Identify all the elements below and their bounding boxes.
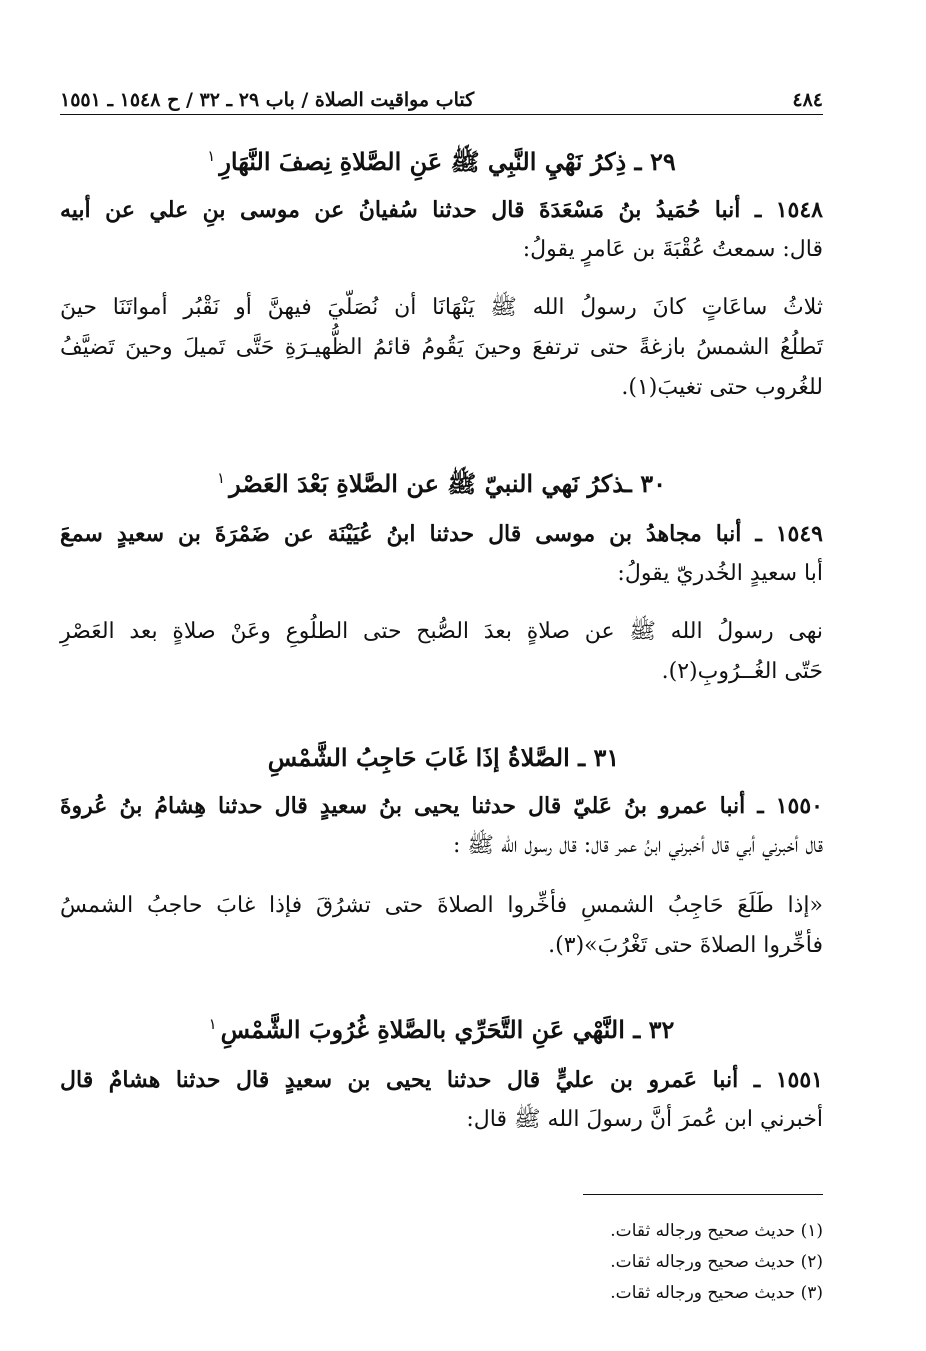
footnote: (٣) حديث صحيح ورجاله ثقات. xyxy=(610,1283,823,1303)
hadith-1548-text xyxy=(60,288,823,408)
hadith-1550-chain xyxy=(60,786,823,866)
hadith-text-line: للغُروب حتى تغيبَ(١). xyxy=(621,375,823,400)
hadith-1550-text xyxy=(60,886,823,966)
hadith-1548-chain xyxy=(60,190,823,270)
hadith-line: قال: سمعتُ عُقْبَةَ بن عَامرٍ يقولُ: xyxy=(522,237,823,262)
hadith-text-line: «إذا طَلَعَ حَاجِبُ الشمسِ فأخِّروا الصلاةَ حتى تشرُقَ فإذا غابَ حاجبُ الشمسُ xyxy=(60,893,823,918)
page-number: ٤٨٤ xyxy=(792,89,823,111)
header-rule xyxy=(60,114,823,115)
hadith-1551-chain xyxy=(60,1060,823,1140)
hadith-1549-text xyxy=(60,612,823,692)
section-title-text: ٣٢ ـ النَّهْي عَنِ التَّحَرِّي بالصَّلاةِ غُرُوبَ الشَّمْسِ xyxy=(220,1015,675,1044)
section-title-31 xyxy=(60,734,823,776)
footnote: (٢) حديث صحيح ورجاله ثقات. xyxy=(610,1252,823,1272)
hadith-text-line: حَتّى الغُــرُوبِ(٢). xyxy=(661,659,823,684)
hadith-text-line: نهى رسولُ الله ﷺ عن صلاةٍ بعدَ الصُّبح حتى الطلُوعِ وعَنْ صلاةٍ بعد العَصْرِ xyxy=(60,619,823,644)
running-header xyxy=(60,84,823,116)
footnote: (١) حديث صحيح ورجاله ثقات. xyxy=(610,1221,823,1241)
hadith-1549-chain xyxy=(60,514,823,594)
section-title-29 xyxy=(60,138,823,180)
hadith-text-line: ثلاثُ ساعَاتٍ كانَ رسولُ الله ﷺ يَنْهَانَا أن نُصَلّيَ فيهنَّ أو نَقْبُر أمواتَنَا حينَ xyxy=(60,295,823,320)
hadith-line: ١٥٤٩ ـ أنبا مجاهدُ بن موسى قال حدثنا ابنُ عُيَيْنَة عن ضَمْرَةَ بن سعيدٍ سمعَ xyxy=(60,521,823,547)
hadith-line: ١٥٤٨ ـ أنبا حُمَيدُ بنُ مَسْعَدَةَ قال حدثنا سُفيانُ عن موسى بنِ علي عن أبيه xyxy=(60,197,823,223)
hadith-line: قال أخبرني أبي قال أخبرني ابنُ عمر قال: قال رسول الله ﷺ : xyxy=(452,833,823,858)
hadith-line: أبا سعيدٍ الخُدريّ يقولُ: xyxy=(617,561,823,586)
book-page xyxy=(60,70,823,1330)
section-title-text: ٢٩ ـ ذِكرُ نَهْيِ النَّبِي ﷺ عَنِ الصَّلاةِ نِصفَ النَّهَارِ xyxy=(219,147,676,176)
section-title-text: ٣١ ـ الصَّلاةُ إذَا غَابَ حَاجِبُ الشَّمْسِ xyxy=(267,743,620,772)
footnote-rule xyxy=(583,1194,823,1195)
hadith-line: ١٥٥٠ ـ أنبا عمرو بنُ عَليّ قال حدثنا يحيى بنُ سعيدٍ قال حدثنا هِشامُ بنُ عُروةَ xyxy=(60,793,823,819)
title-note-marker: ١ xyxy=(207,147,216,165)
title-note-marker: ١ xyxy=(217,469,226,487)
hadith-line: ١٥٥١ ـ أنبا عَمرو بن عليٍّ قال حدثنا يحيى بن سعيدٍ قال حدثنا هشامٌ قال xyxy=(60,1067,823,1093)
hadith-line: أخبرني ابن عُمرَ أنَّ رسولَ الله ﷺ قال: xyxy=(466,1107,823,1132)
title-note-marker: ١ xyxy=(208,1015,217,1033)
section-title-30 xyxy=(60,460,823,502)
running-title: كتاب مواقيت الصلاة / باب ٢٩ ـ ٣٢ / ح ١٥٤٨ ـ ١٥٥١ xyxy=(60,89,475,111)
section-title-32 xyxy=(60,1006,823,1048)
hadith-text-line: تَطلُعُ الشمسُ بازغةً حتى ترتفعَ وحينَ يَقُومُ قائمُ الظُّهيـرَةِ حَتَّى تَميلَ وحينَ تَضيَّفُ xyxy=(60,335,823,360)
section-title-text: ٣٠ ـذكرُ نَهي النبيّ ﷺ عن الصَّلاةِ بَعْدَ العَصْر xyxy=(229,469,666,498)
hadith-text-line: فأخِّروا الصلاةَ حتى تَغْرُبَ»(٣). xyxy=(548,933,823,958)
footnotes xyxy=(423,1216,823,1309)
